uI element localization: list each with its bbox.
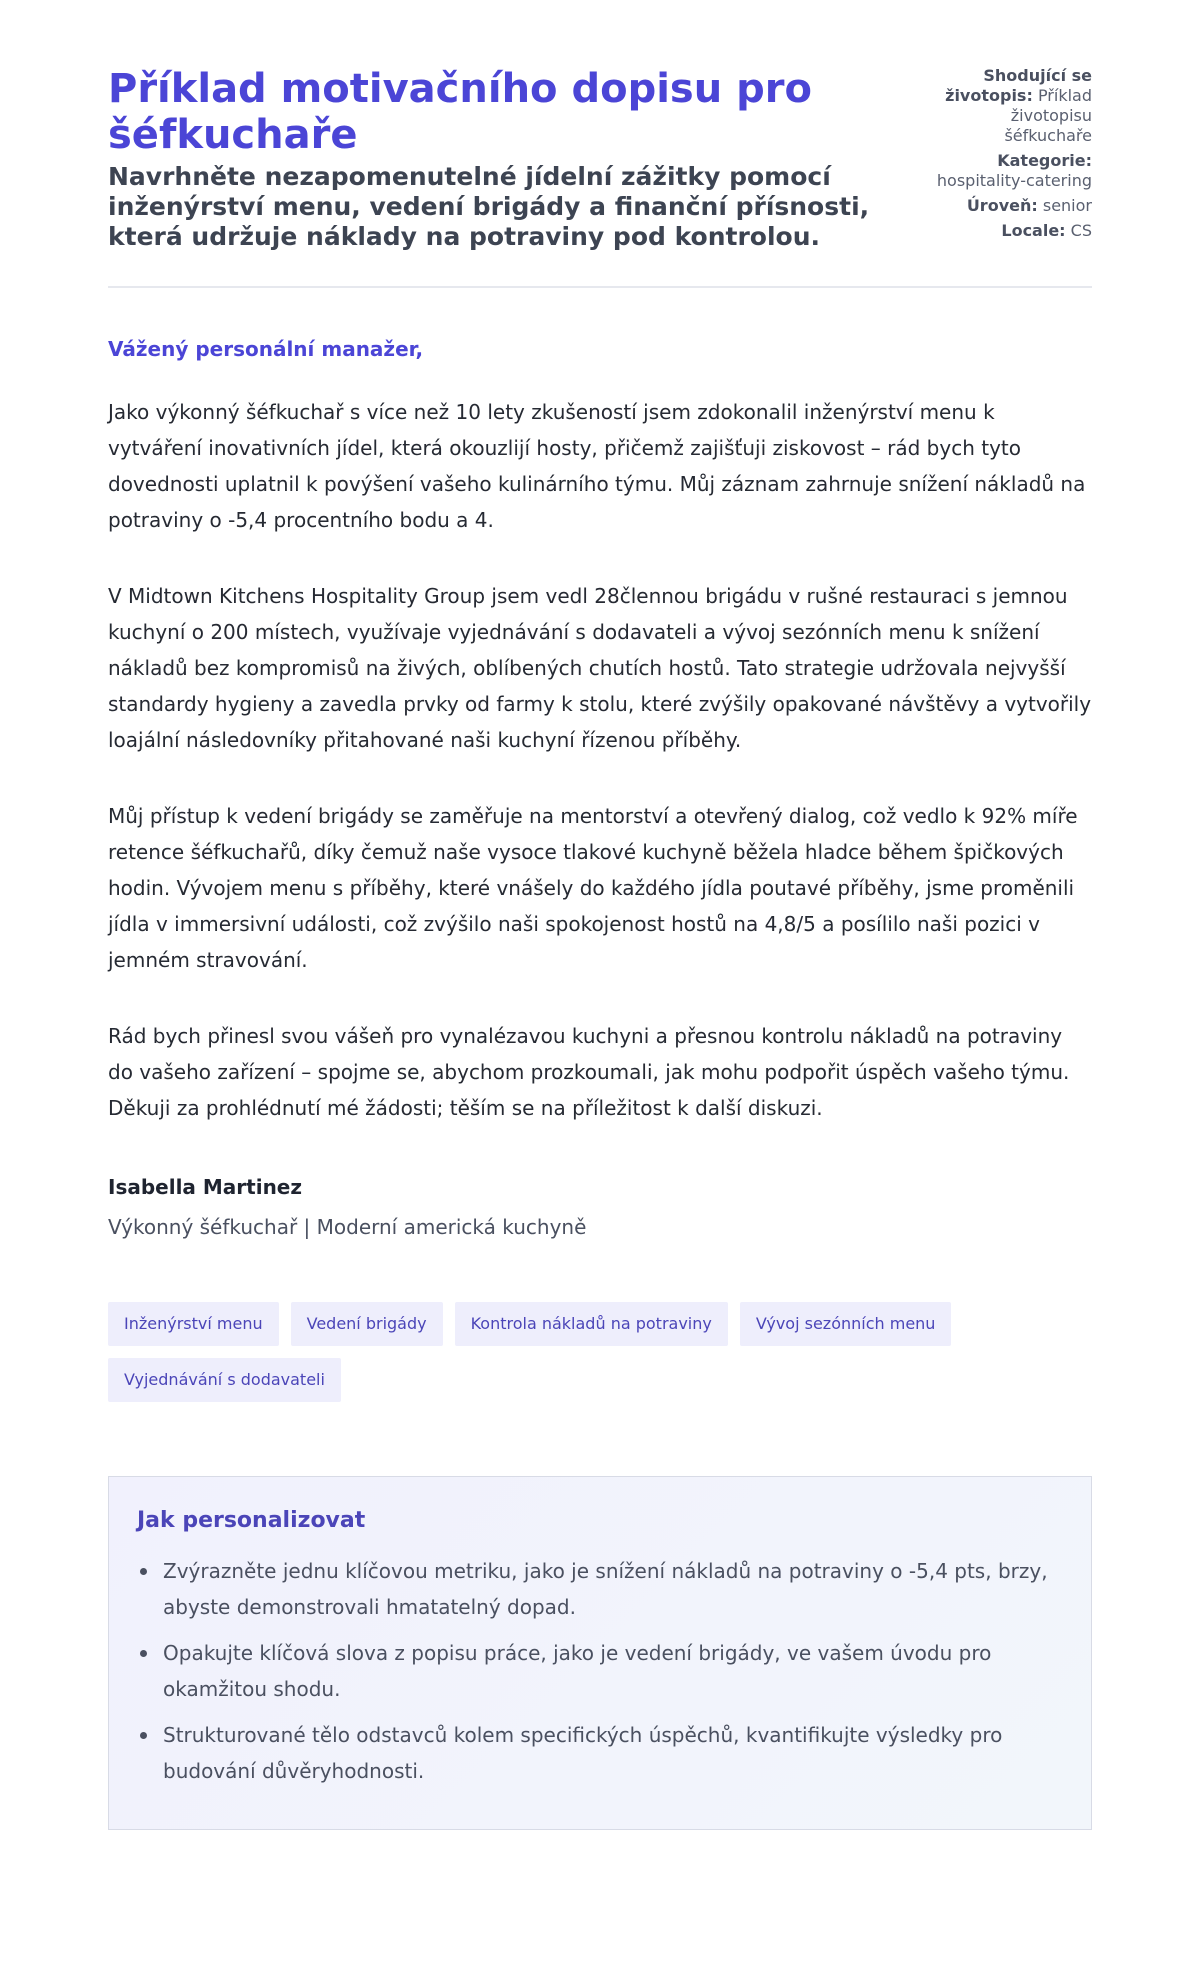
meta-category [932,151,1092,191]
letter-paragraph-4: Rád bych přinesl svou vášeň pro vynalézavou kuchyni a přesnou kontrolu nákladů na potraviny do vašeho zařízení – spojme se, abychom prozkoumali, jak mohu podpořit úspěch vašeho týmu. Děkuji za prohlédnutí mé žádosti; těším se na příležitost k další diskuzi. [108,1024,1070,1120]
signature-name: Isabella Martinez [108,1175,303,1199]
tips-list-item: Zvýrazněte jednu klíčovou metriku, jako je snížení nákladů na potraviny o -5,4 pts, brzy, abyste demonstrovali hmatatelný dopad. [137,1553,1057,1625]
letter-greeting: Vážený personální manažer, [108,337,424,361]
letter-paragraph-1: Jako výkonný šéfkuchař s více než 10 lety zkušeností jsem zdokonalil inženýrství menu k vytváření inovativních jídel, která okouzlijí hosty, přičemž zajišťuji ziskovost – rád bych tyto dovednosti uplatnil k povýšení vašeho kulinárního týmu. Můj záznam zahrnuje snížení nákladů na potraviny o -5,4 procentního bodu a 4. [108,400,1086,532]
meta-panel [932,66,1092,246]
meta-locale [932,221,1092,241]
signature-role: Výkonný šéfkuchař | Moderní americká kuchyně [108,1215,587,1239]
tips-list-item: Strukturované tělo odstavců kolem specifických úspěchů, kvantifikujte výsledky pro budování důvěryhodnosti. [137,1717,1057,1789]
meta-matching-value: Příklad životopisu šéfkuchaře [1004,86,1092,145]
meta-locale-value: CS [1070,221,1092,240]
skill-tags [108,1302,1092,1402]
header-title-block [108,66,898,252]
tips-list-item: Opakujte klíčová slova z popisu práce, jako je vedení brigády, ve vašem úvodu pro okamžitou shodu. [137,1635,1057,1707]
skill-tag: Vedení brigády [291,1302,443,1346]
page-subtitle: Navrhněte nezapomenutelné jídelní zážitky pomocí inženýrství menu, vedení brigády a finanční přísnosti, která udržuje náklady na potraviny pod kontrolou. [108,162,870,251]
meta-level [932,196,1092,216]
skill-tag: Kontrola nákladů na potraviny [455,1302,728,1346]
meta-matching-resume [932,66,1092,146]
cover-letter [108,288,1092,1240]
letter-paragraph-2: V Midtown Kitchens Hospitality Group jsem vedl 28člennou brigádu v rušné restauraci s jemnou kuchyní o 200 místech, využívaje vyjednávání s dodavateli a vývoj sezónních menu k snížení nákladů bez kompromisů na živých, oblíbených chutích hostů. Tato strategie udržovala nejvyšší standardy hygieny a zavedla prvky od farmy k stolu, které zvýšily opakované návštěvy a vytvořily loajální následovníky přitahované naši kuchyní řízenou příběhy. [108,584,1092,752]
meta-level-value: senior [1042,196,1092,215]
page-title: Příklad motivačního dopisu pro šéfkuchaře [108,66,812,158]
skill-tag: Vývoj sezónních menu [740,1302,952,1346]
document-header [108,0,1092,288]
letter-paragraph-3: Můj přístup k vedení brigády se zaměřuje na mentorství a otevřený dialog, což vedlo k 92% míře retence šéfkuchařů, díky čemuž naše vysoce tlakové kuchyně běžela hladce během špičkových hodin. Vývojem menu s příběhy, které vnášely do každého jídla poutavé příběhy, jsme proměnili jídla v immersivní události, což zvýšilo naši spokojenost hostů na 4,8/5 a posílilo naši pozici v jemném stravování. [108,804,1078,972]
tips-title: Jak personalizovat [137,1508,366,1533]
personalization-tips [108,1476,1092,1830]
skill-tag: Inženýrství menu [108,1302,279,1346]
skill-tag: Vyjednávání s dodavateli [108,1358,341,1402]
meta-matching-label: Shodující se životopis: [945,66,1092,105]
meta-category-value: hospitality-catering [936,171,1092,190]
meta-category-label: Kategorie: [997,151,1092,170]
signature-block [108,1174,1092,1240]
tips-list [137,1553,1057,1789]
meta-level-label: Úroveň: [966,196,1038,215]
meta-locale-label: Locale: [1001,221,1066,240]
